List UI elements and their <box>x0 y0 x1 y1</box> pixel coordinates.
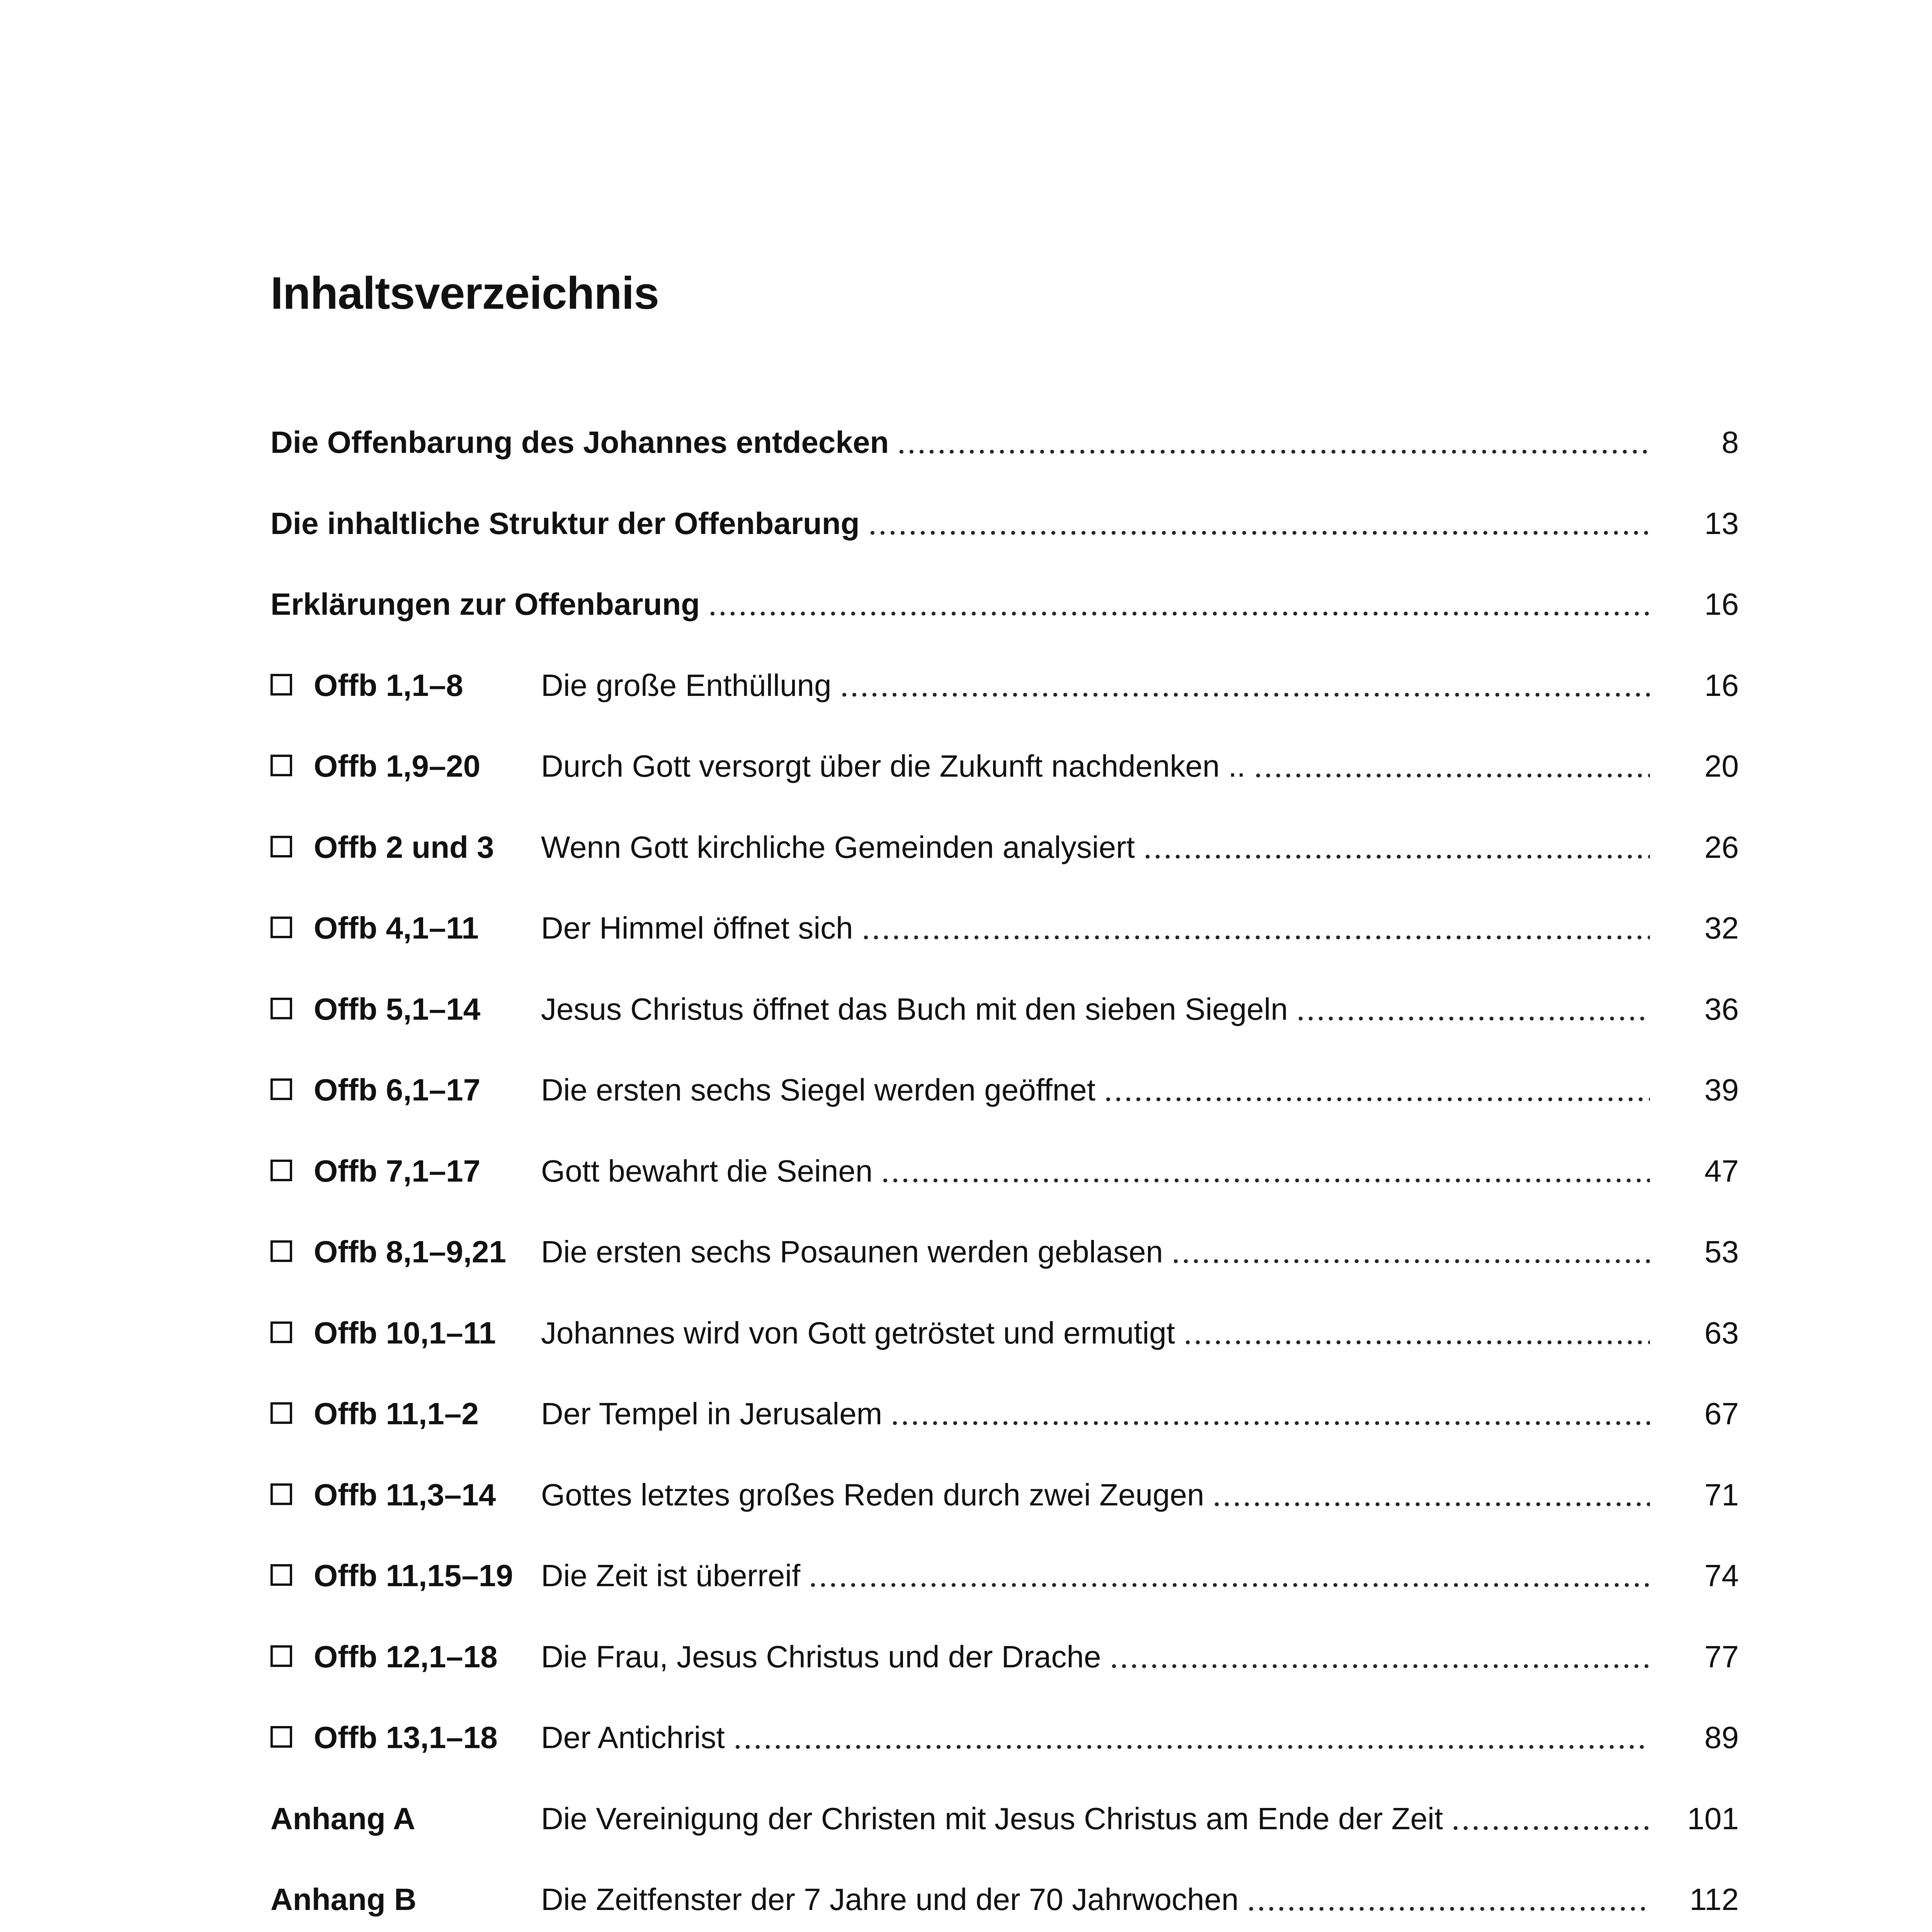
table-of-contents <box>270 419 1739 1932</box>
checkbox-icon[interactable] <box>270 1240 292 1262</box>
dot-leader <box>880 1179 1650 1182</box>
toc-page-number: 16 <box>1704 668 1739 702</box>
toc-entry-1 <box>270 500 1739 582</box>
toc-page-number: 20 <box>1704 749 1739 783</box>
dot-leader <box>1103 1097 1650 1101</box>
dot-leader <box>1171 1259 1650 1263</box>
dot-leader <box>890 1421 1650 1425</box>
checkbox-icon[interactable] <box>270 1483 292 1505</box>
checkbox-icon[interactable] <box>270 1160 292 1181</box>
toc-entry-14 <box>270 1553 1739 1634</box>
toc-page-number: 112 <box>1689 1882 1739 1917</box>
toc-page-number: 26 <box>1704 830 1739 864</box>
checkbox-icon[interactable] <box>270 674 292 696</box>
toc-entry-reference: Offb 12,1–18 <box>314 1639 498 1674</box>
toc-entry-title: Der Tempel in Jerusalem <box>541 1396 883 1431</box>
dot-leader <box>839 693 1650 697</box>
toc-entry-reference: Offb 11,15–19 <box>314 1558 513 1593</box>
dot-leader <box>1212 1502 1650 1506</box>
dot-leader <box>1143 855 1650 859</box>
dot-leader <box>707 612 1650 616</box>
toc-entry-0 <box>270 419 1739 500</box>
toc-entry-reference: Offb 5,1–14 <box>314 992 481 1026</box>
toc-entry-title: Die ersten sechs Siegel werden geöffnet <box>541 1073 1095 1107</box>
toc-entry-2 <box>270 581 1739 662</box>
toc-entry-15 <box>270 1634 1739 1715</box>
checkbox-icon[interactable] <box>270 1726 292 1748</box>
dot-leader <box>867 531 1650 535</box>
toc-entry-11 <box>270 1310 1739 1391</box>
toc-entry-title: Die ersten sechs Posaunen werden geblasen <box>541 1235 1163 1269</box>
toc-entry-title: Die große Enthüllung <box>541 668 832 702</box>
checkbox-icon[interactable] <box>270 1078 292 1100</box>
toc-page-number: 8 <box>1721 425 1739 459</box>
dot-leader <box>1253 774 1650 777</box>
toc-entry-title: Gottes letztes großes Reden durch zwei Zeugen <box>541 1477 1204 1512</box>
dot-leader <box>1109 1664 1650 1668</box>
toc-entry-16 <box>270 1714 1739 1796</box>
toc-page-number: 71 <box>1704 1477 1739 1512</box>
checkbox-icon[interactable] <box>270 836 292 857</box>
dot-leader <box>896 450 1650 454</box>
toc-entry-title: Die Offenbarung des Johannes entdecken <box>270 425 889 459</box>
toc-page-number: 47 <box>1704 1153 1739 1188</box>
toc-entry-title: Die inhaltliche Struktur der Offenbarung <box>270 506 860 541</box>
toc-entry-title: Die Vereinigung der Christen mit Jesus Christus am Ende der Zeit <box>541 1801 1443 1836</box>
toc-entry-6 <box>270 905 1739 986</box>
toc-entry-title: Der Antichrist <box>541 1720 725 1755</box>
toc-entry-8 <box>270 1067 1739 1148</box>
dot-leader <box>861 935 1650 939</box>
dot-leader <box>1246 1907 1650 1911</box>
toc-entry-title: Gott bewahrt die Seinen <box>541 1153 873 1188</box>
toc-entry-reference: Offb 1,9–20 <box>314 749 481 783</box>
toc-entry-3 <box>270 662 1739 743</box>
toc-page-number: 53 <box>1704 1235 1739 1269</box>
toc-page-number: 74 <box>1704 1558 1739 1593</box>
checkbox-icon[interactable] <box>270 998 292 1019</box>
toc-entry-12 <box>270 1391 1739 1472</box>
toc-entry-reference: Offb 11,3–14 <box>314 1477 496 1512</box>
toc-entry-reference: Offb 11,1–2 <box>314 1396 479 1431</box>
toc-entry-13 <box>270 1472 1739 1553</box>
toc-entry-reference: Offb 13,1–18 <box>314 1720 498 1755</box>
toc-entry-9 <box>270 1148 1739 1229</box>
toc-page-number: 67 <box>1704 1396 1739 1431</box>
toc-entry-reference: Anhang A <box>270 1801 415 1836</box>
toc-entry-title: Die Zeit ist überreif <box>541 1558 801 1593</box>
checkbox-icon[interactable] <box>270 1321 292 1343</box>
toc-entry-title: Die Zeitfenster der 7 Jahre und der 70 Jahrwochen <box>541 1882 1239 1917</box>
dot-leader <box>1296 1017 1650 1020</box>
toc-entry-reference: Offb 1,1–8 <box>314 668 463 702</box>
toc-page-number: 16 <box>1704 587 1739 621</box>
dot-leader <box>1451 1826 1650 1830</box>
toc-entry-title: Wenn Gott kirchliche Gemeinden analysiert <box>541 830 1135 864</box>
toc-entry-7 <box>270 986 1739 1067</box>
toc-entry-reference: Offb 4,1–11 <box>314 911 479 945</box>
checkbox-icon[interactable] <box>270 1645 292 1667</box>
toc-entry-title: Durch Gott versorgt über die Zukunft nachdenken .. <box>541 749 1246 783</box>
checkbox-icon[interactable] <box>270 1564 292 1586</box>
toc-entry-title: Jesus Christus öffnet das Buch mit den sieben Siegeln <box>541 992 1288 1026</box>
toc-entry-10 <box>270 1229 1739 1310</box>
toc-entry-title: Der Himmel öffnet sich <box>541 911 853 945</box>
dot-leader <box>1183 1340 1650 1344</box>
toc-entry-4 <box>270 743 1739 824</box>
checkbox-icon[interactable] <box>270 1402 292 1424</box>
toc-page-number: 77 <box>1704 1639 1739 1674</box>
toc-entry-reference: Offb 8,1–9,21 <box>314 1235 507 1269</box>
dot-leader <box>733 1745 1650 1749</box>
toc-page-number: 89 <box>1704 1720 1739 1755</box>
toc-page-number: 32 <box>1704 911 1739 945</box>
toc-entry-title: Johannes wird von Gott getröstet und ermutigt <box>541 1315 1175 1350</box>
dot-leader <box>808 1583 1650 1587</box>
toc-entry-title: Erklärungen zur Offenbarung <box>270 587 700 621</box>
toc-entry-reference: Offb 10,1–11 <box>314 1315 496 1350</box>
toc-entry-reference: Offb 6,1–17 <box>314 1073 481 1107</box>
checkbox-icon[interactable] <box>270 917 292 938</box>
toc-entry-reference: Anhang B <box>270 1882 417 1917</box>
toc-page-number: 101 <box>1687 1801 1739 1836</box>
toc-entry-5 <box>270 824 1739 905</box>
toc-entry-reference: Offb 2 und 3 <box>314 830 494 864</box>
toc-entry-17 <box>270 1796 1739 1877</box>
toc-page-number: 63 <box>1704 1315 1739 1350</box>
toc-entry-reference: Offb 7,1–17 <box>314 1153 481 1188</box>
toc-entry-18 <box>270 1876 1739 1932</box>
toc-page-number: 13 <box>1704 506 1739 541</box>
page-title: Inhaltsverzeichnis <box>270 268 659 319</box>
checkbox-icon[interactable] <box>270 755 292 776</box>
toc-page-number: 36 <box>1704 992 1739 1026</box>
toc-page-number: 39 <box>1704 1073 1739 1107</box>
toc-entry-title: Die Frau, Jesus Christus und der Drache <box>541 1639 1101 1674</box>
